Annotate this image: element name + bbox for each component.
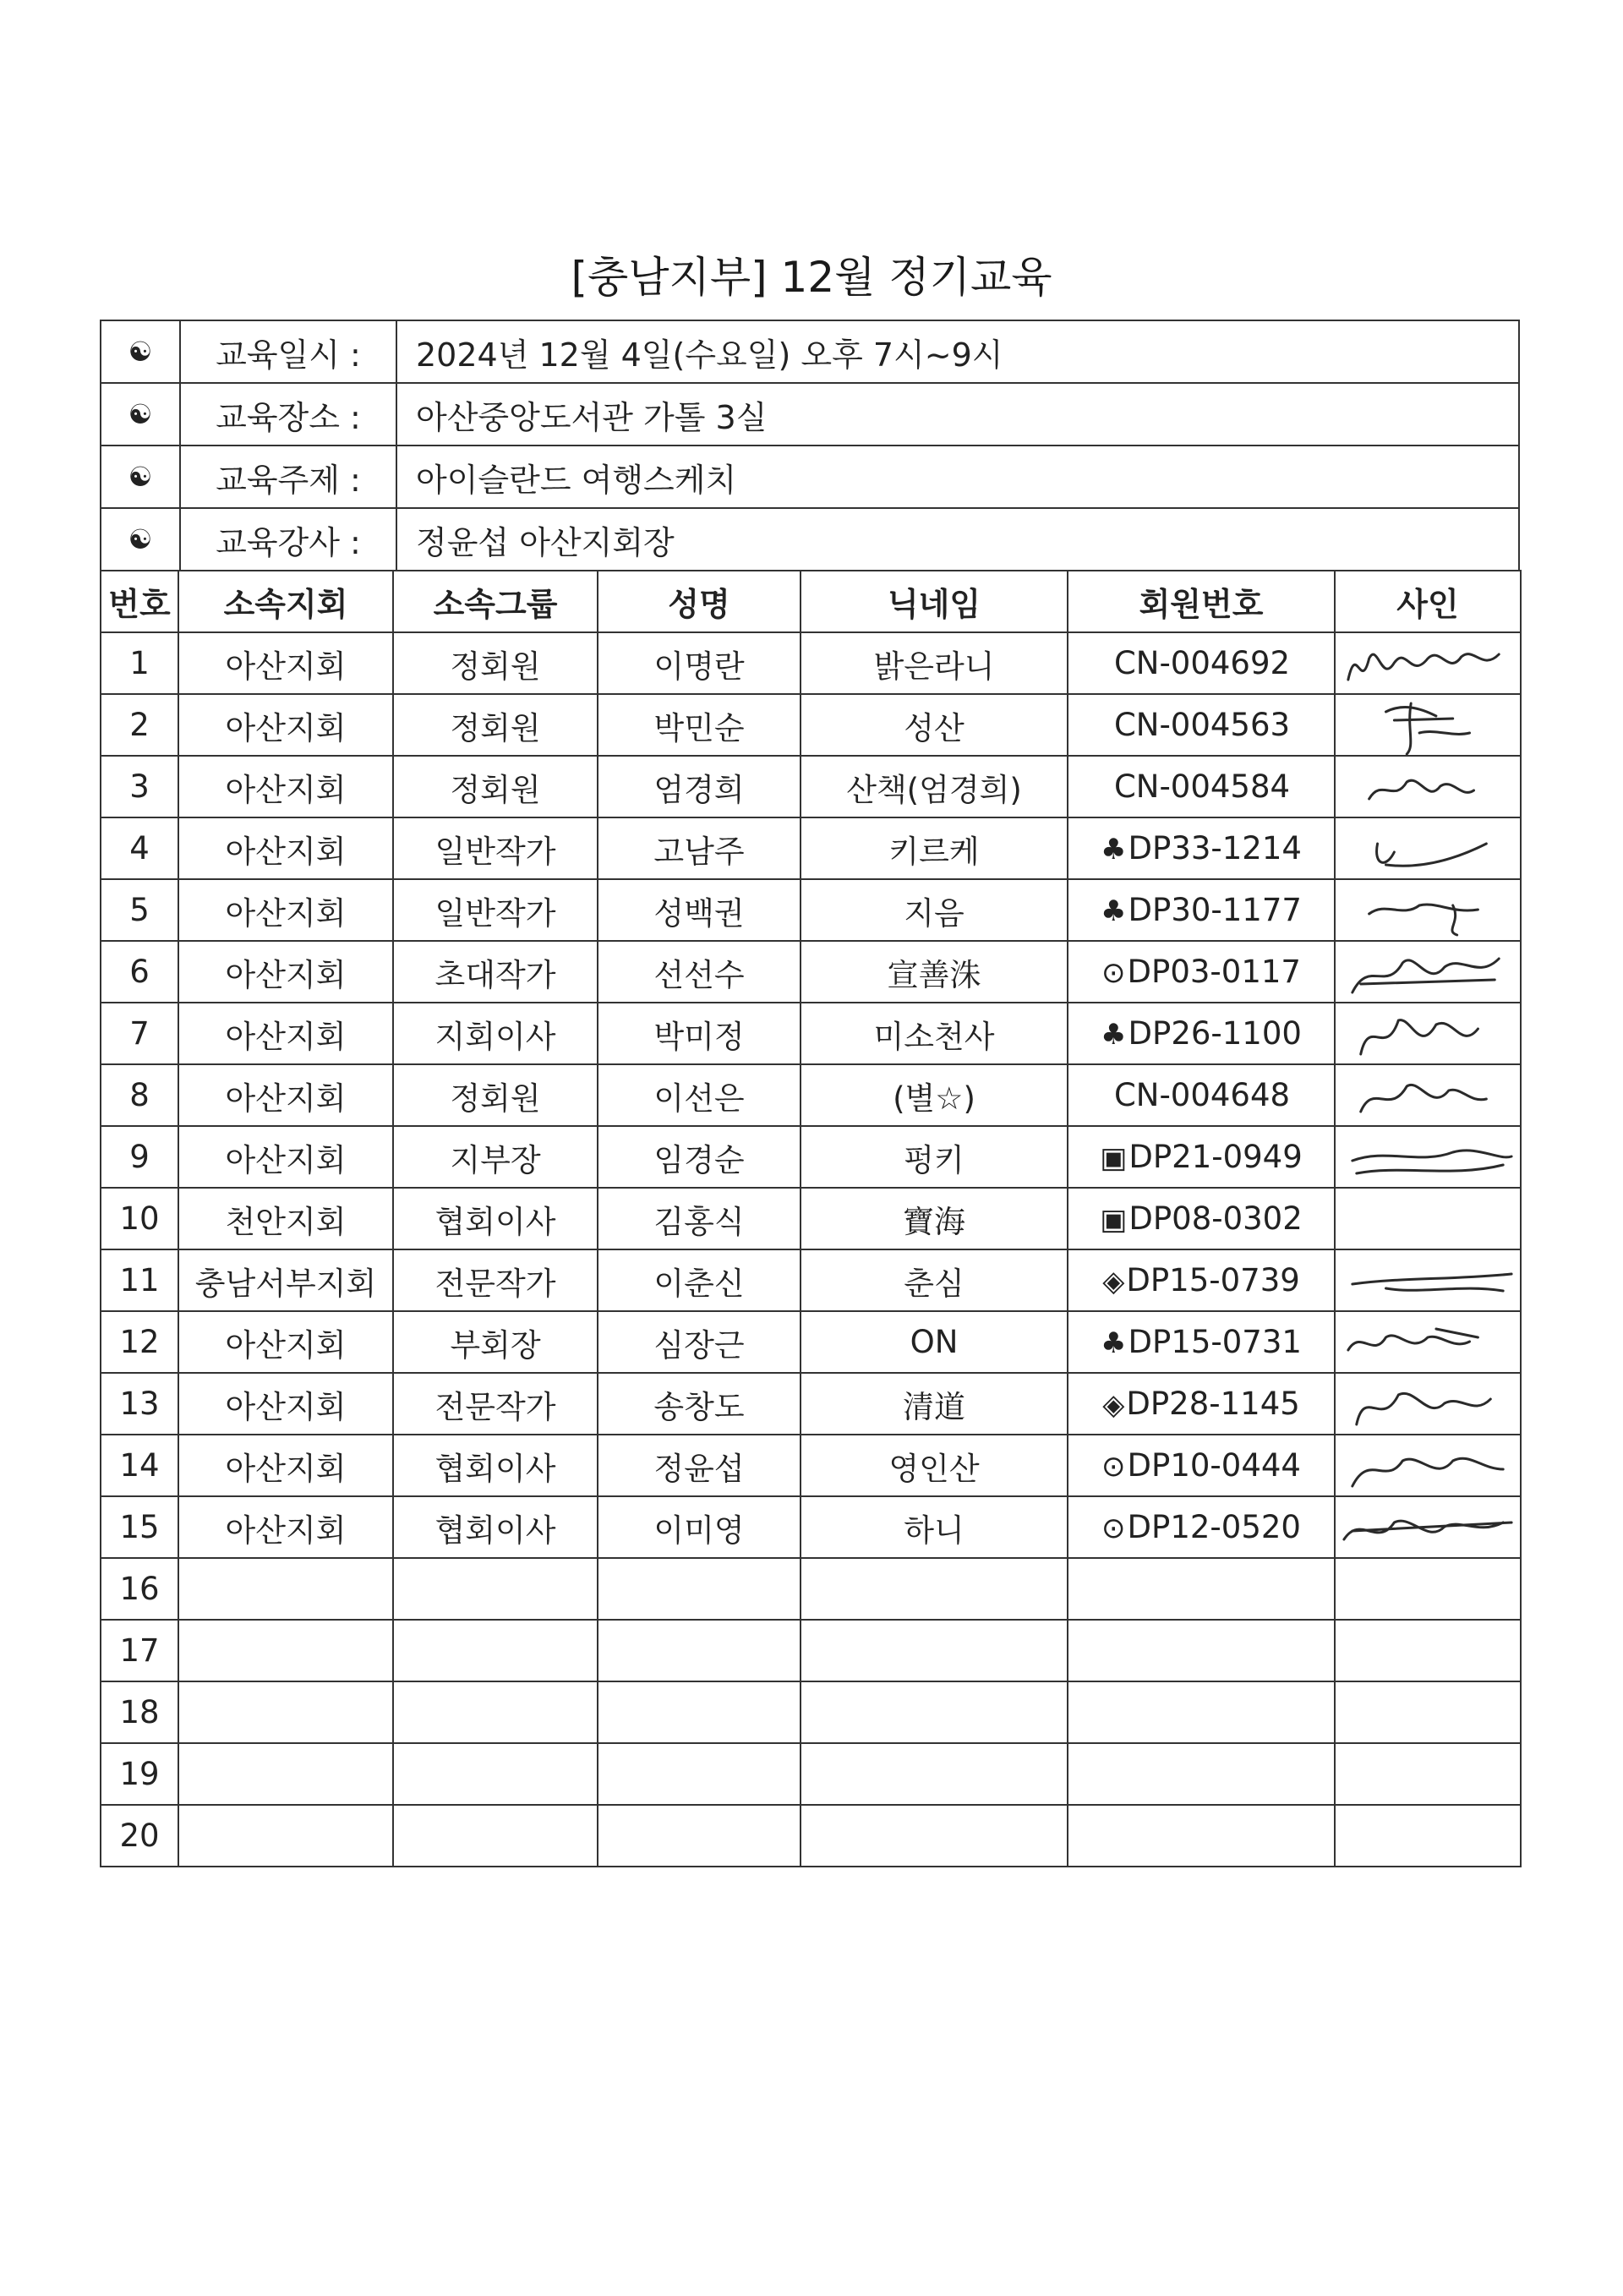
page-title: [충남지부] 12월 정기교육	[571, 253, 1052, 302]
branch-cell: 아산지회	[178, 941, 393, 1003]
nickname-cell: 밝은라니	[801, 632, 1068, 694]
table-row	[101, 1003, 1521, 1064]
column-header: 회원번호	[1068, 571, 1335, 632]
signature-cell	[1335, 1003, 1521, 1064]
group-cell: 지부장	[393, 1126, 598, 1188]
member-number: CN-004563	[1113, 707, 1291, 743]
column-header: 소속그룹	[393, 571, 598, 632]
info-value: 아산중앙도서관 가톨 3실	[396, 383, 1519, 446]
table-row	[101, 1373, 1521, 1435]
name-cell: 이미영	[598, 1496, 801, 1558]
member-number: DP08-0302	[1128, 1200, 1303, 1237]
handwritten-signature	[1336, 1127, 1520, 1187]
column-header: 닉네임	[801, 571, 1068, 632]
row-number: 16	[101, 1558, 178, 1620]
member-number-cell	[1068, 1620, 1335, 1681]
group-cell: 정회원	[393, 694, 598, 756]
handwritten-signature	[1336, 1065, 1520, 1125]
nickname-cell: 산책(엄경희)	[801, 756, 1068, 817]
row-number: 3	[101, 756, 178, 817]
group-cell	[393, 1620, 598, 1681]
member-number-cell	[1068, 1558, 1335, 1620]
branch-cell	[178, 1620, 393, 1681]
table-row	[101, 817, 1521, 879]
table-row	[101, 1496, 1521, 1558]
table-row	[101, 756, 1521, 817]
group-cell: 일반작가	[393, 879, 598, 941]
info-value: 2024년 12월 4일(수요일) 오후 7시~9시	[396, 320, 1519, 383]
grade-mark-icon: ⊙	[1101, 956, 1126, 990]
table-row	[101, 1435, 1521, 1496]
branch-cell	[178, 1558, 393, 1620]
grade-mark-icon: ◈	[1102, 1388, 1125, 1422]
signature-cell	[1335, 1743, 1521, 1805]
name-cell: 임경순	[598, 1126, 801, 1188]
branch-cell: 아산지회	[178, 1311, 393, 1373]
member-number-cell	[1068, 941, 1335, 1003]
name-cell	[598, 1558, 801, 1620]
member-number: DP26-1100	[1128, 1015, 1302, 1052]
member-number: DP33-1214	[1128, 830, 1302, 866]
table-row	[101, 1188, 1521, 1249]
row-number: 11	[101, 1249, 178, 1311]
member-number-cell	[1068, 694, 1335, 756]
branch-cell: 아산지회	[178, 1435, 393, 1496]
member-number: DP21-0949	[1128, 1139, 1303, 1175]
nickname-cell: 지음	[801, 879, 1068, 941]
branch-cell: 아산지회	[178, 756, 393, 817]
group-cell: 전문작가	[393, 1249, 598, 1311]
member-number-cell	[1068, 1496, 1335, 1558]
row-number: 15	[101, 1496, 178, 1558]
name-cell: 송창도	[598, 1373, 801, 1435]
group-cell: 정회원	[393, 632, 598, 694]
row-number: 6	[101, 941, 178, 1003]
nickname-cell: 清道	[801, 1373, 1068, 1435]
name-cell: 이명란	[598, 632, 801, 694]
event-info-table	[100, 320, 1520, 571]
info-row	[101, 320, 1519, 383]
signature-cell	[1335, 1805, 1521, 1867]
table-row	[101, 632, 1521, 694]
member-number: CN-004648	[1113, 1077, 1291, 1113]
group-cell: 일반작가	[393, 817, 598, 879]
table-row	[101, 1064, 1521, 1126]
table-row	[101, 694, 1521, 756]
nickname-cell	[801, 1743, 1068, 1805]
branch-cell: 아산지회	[178, 1496, 393, 1558]
row-number: 5	[101, 879, 178, 941]
signature-cell	[1335, 632, 1521, 694]
handwritten-signature	[1336, 1003, 1520, 1063]
signature-cell	[1335, 1558, 1521, 1620]
name-cell	[598, 1620, 801, 1681]
signature-cell	[1335, 756, 1521, 817]
signature-cell	[1335, 1126, 1521, 1188]
member-number: DP28-1145	[1126, 1386, 1300, 1422]
signature-cell	[1335, 1435, 1521, 1496]
signature-cell	[1335, 1064, 1521, 1126]
grade-mark-icon: ♣	[1101, 894, 1127, 928]
member-number-cell	[1068, 817, 1335, 879]
row-number: 7	[101, 1003, 178, 1064]
handwritten-signature	[1336, 880, 1520, 940]
signature-cell	[1335, 1373, 1521, 1435]
branch-cell: 아산지회	[178, 694, 393, 756]
group-cell	[393, 1805, 598, 1867]
nickname-cell: 키르케	[801, 817, 1068, 879]
nickname-cell: 하니	[801, 1496, 1068, 1558]
group-cell: 협회이사	[393, 1435, 598, 1496]
group-cell: 지회이사	[393, 1003, 598, 1064]
name-cell: 고남주	[598, 817, 801, 879]
row-number: 14	[101, 1435, 178, 1496]
info-label: 교육주제 :	[180, 446, 396, 508]
name-cell: 이선은	[598, 1064, 801, 1126]
signature-cell	[1335, 879, 1521, 941]
row-number: 1	[101, 632, 178, 694]
signature-cell	[1335, 1249, 1521, 1311]
row-number: 9	[101, 1126, 178, 1188]
grade-mark-icon: ⊙	[1101, 1512, 1126, 1545]
table-header-row	[101, 571, 1521, 632]
branch-cell: 아산지회	[178, 632, 393, 694]
nickname-cell: 미소천사	[801, 1003, 1068, 1064]
column-header: 번호	[101, 571, 178, 632]
member-number-cell	[1068, 1373, 1335, 1435]
signature-cell	[1335, 941, 1521, 1003]
branch-cell	[178, 1681, 393, 1743]
signature-cell	[1335, 1681, 1521, 1743]
member-number-cell	[1068, 632, 1335, 694]
nickname-cell: 영인산	[801, 1435, 1068, 1496]
name-cell: 정윤섭	[598, 1435, 801, 1496]
member-number-cell	[1068, 1681, 1335, 1743]
info-value: 아이슬란드 여행스케치	[396, 446, 1519, 508]
member-number: DP15-0739	[1126, 1262, 1300, 1298]
name-cell	[598, 1681, 801, 1743]
handwritten-signature	[1336, 757, 1520, 817]
group-cell	[393, 1743, 598, 1805]
branch-cell: 아산지회	[178, 817, 393, 879]
row-number: 12	[101, 1311, 178, 1373]
member-number: CN-004584	[1113, 768, 1291, 805]
grade-mark-icon: ♣	[1101, 1326, 1127, 1360]
group-cell	[393, 1681, 598, 1743]
table-row	[101, 879, 1521, 941]
branch-cell: 아산지회	[178, 879, 393, 941]
table-row	[101, 1805, 1521, 1867]
grade-mark-icon: ◈	[1102, 1265, 1125, 1298]
nickname-cell: 펑키	[801, 1126, 1068, 1188]
signature-cell	[1335, 1311, 1521, 1373]
handwritten-signature	[1336, 1374, 1520, 1434]
row-number: 8	[101, 1064, 178, 1126]
signature-cell	[1335, 1496, 1521, 1558]
branch-cell	[178, 1805, 393, 1867]
taegeuk-icon: ☯	[101, 320, 180, 383]
handwritten-signature	[1336, 633, 1520, 693]
branch-cell: 천안지회	[178, 1188, 393, 1249]
info-label: 교육일시 :	[180, 320, 396, 383]
group-cell: 초대작가	[393, 941, 598, 1003]
row-number: 17	[101, 1620, 178, 1681]
group-cell: 정회원	[393, 756, 598, 817]
signature-cell	[1335, 1188, 1521, 1249]
name-cell: 김홍식	[598, 1188, 801, 1249]
nickname-cell: 성산	[801, 694, 1068, 756]
member-number-cell	[1068, 1126, 1335, 1188]
nickname-cell: (별☆)	[801, 1064, 1068, 1126]
branch-cell: 아산지회	[178, 1373, 393, 1435]
nickname-cell	[801, 1620, 1068, 1681]
info-row	[101, 383, 1519, 446]
table-row	[101, 1743, 1521, 1805]
column-header: 사인	[1335, 571, 1521, 632]
table-row	[101, 1126, 1521, 1188]
row-number: 4	[101, 817, 178, 879]
branch-cell: 아산지회	[178, 1126, 393, 1188]
name-cell: 엄경희	[598, 756, 801, 817]
name-cell	[598, 1805, 801, 1867]
grade-mark-icon: ⊙	[1101, 1450, 1126, 1484]
member-number-cell	[1068, 1188, 1335, 1249]
name-cell: 이춘신	[598, 1249, 801, 1311]
member-number: DP30-1177	[1128, 892, 1302, 928]
row-number: 10	[101, 1188, 178, 1249]
attendance-sheet	[100, 320, 1520, 1867]
branch-cell	[178, 1743, 393, 1805]
group-cell: 전문작가	[393, 1373, 598, 1435]
column-header: 성명	[598, 571, 801, 632]
grade-mark-icon: ▣	[1100, 1203, 1128, 1237]
table-row	[101, 1249, 1521, 1311]
member-number-cell	[1068, 756, 1335, 817]
member-number-cell	[1068, 1003, 1335, 1064]
member-number-cell	[1068, 1064, 1335, 1126]
attendance-table	[100, 570, 1522, 1867]
handwritten-signature	[1336, 818, 1520, 878]
row-number: 2	[101, 694, 178, 756]
member-number-cell	[1068, 1249, 1335, 1311]
row-number: 13	[101, 1373, 178, 1435]
row-number: 18	[101, 1681, 178, 1743]
group-cell: 협회이사	[393, 1188, 598, 1249]
member-number: CN-004692	[1113, 645, 1291, 681]
member-number: DP15-0731	[1128, 1324, 1302, 1360]
nickname-cell	[801, 1805, 1068, 1867]
nickname-cell: 宣善洙	[801, 941, 1068, 1003]
handwritten-signature	[1336, 695, 1520, 755]
table-row	[101, 1558, 1521, 1620]
member-number-cell	[1068, 1743, 1335, 1805]
info-row	[101, 446, 1519, 508]
group-cell: 협회이사	[393, 1496, 598, 1558]
group-cell	[393, 1558, 598, 1620]
group-cell: 부회장	[393, 1311, 598, 1373]
name-cell: 성백권	[598, 879, 801, 941]
name-cell: 박미정	[598, 1003, 801, 1064]
taegeuk-icon: ☯	[101, 446, 180, 508]
nickname-cell: ON	[801, 1311, 1068, 1373]
info-value: 정윤섭 아산지회장	[396, 508, 1519, 571]
name-cell	[598, 1743, 801, 1805]
branch-cell: 아산지회	[178, 1003, 393, 1064]
member-number-cell	[1068, 1435, 1335, 1496]
branch-cell: 충남서부지회	[178, 1249, 393, 1311]
member-number-cell	[1068, 1805, 1335, 1867]
taegeuk-icon: ☯	[101, 383, 180, 446]
info-label: 교육강사 :	[180, 508, 396, 571]
grade-mark-icon: ♣	[1101, 1018, 1127, 1052]
member-number: DP12-0520	[1127, 1509, 1301, 1545]
name-cell: 선선수	[598, 941, 801, 1003]
member-number: DP10-0444	[1127, 1447, 1301, 1484]
column-header: 소속지회	[178, 571, 393, 632]
table-row	[101, 1620, 1521, 1681]
info-label: 교육장소 :	[180, 383, 396, 446]
member-number-cell	[1068, 879, 1335, 941]
member-number-cell	[1068, 1311, 1335, 1373]
row-number: 20	[101, 1805, 178, 1867]
table-row	[101, 1311, 1521, 1373]
signature-cell	[1335, 1620, 1521, 1681]
handwritten-signature	[1336, 1312, 1520, 1372]
member-number: DP03-0117	[1127, 954, 1301, 990]
group-cell: 정회원	[393, 1064, 598, 1126]
handwritten-signature	[1336, 1497, 1520, 1557]
handwritten-signature	[1336, 942, 1520, 1002]
grade-mark-icon: ▣	[1100, 1141, 1128, 1175]
nickname-cell	[801, 1681, 1068, 1743]
signature-cell	[1335, 817, 1521, 879]
row-number: 19	[101, 1743, 178, 1805]
handwritten-signature	[1336, 1250, 1520, 1310]
table-row	[101, 941, 1521, 1003]
info-row	[101, 508, 1519, 571]
taegeuk-icon: ☯	[101, 508, 180, 571]
grade-mark-icon: ♣	[1101, 833, 1127, 866]
branch-cell: 아산지회	[178, 1064, 393, 1126]
nickname-cell: 춘심	[801, 1249, 1068, 1311]
name-cell: 심장근	[598, 1311, 801, 1373]
signature-cell	[1335, 694, 1521, 756]
name-cell: 박민순	[598, 694, 801, 756]
nickname-cell	[801, 1558, 1068, 1620]
table-row	[101, 1681, 1521, 1743]
nickname-cell: 寶海	[801, 1188, 1068, 1249]
handwritten-signature	[1336, 1435, 1520, 1495]
